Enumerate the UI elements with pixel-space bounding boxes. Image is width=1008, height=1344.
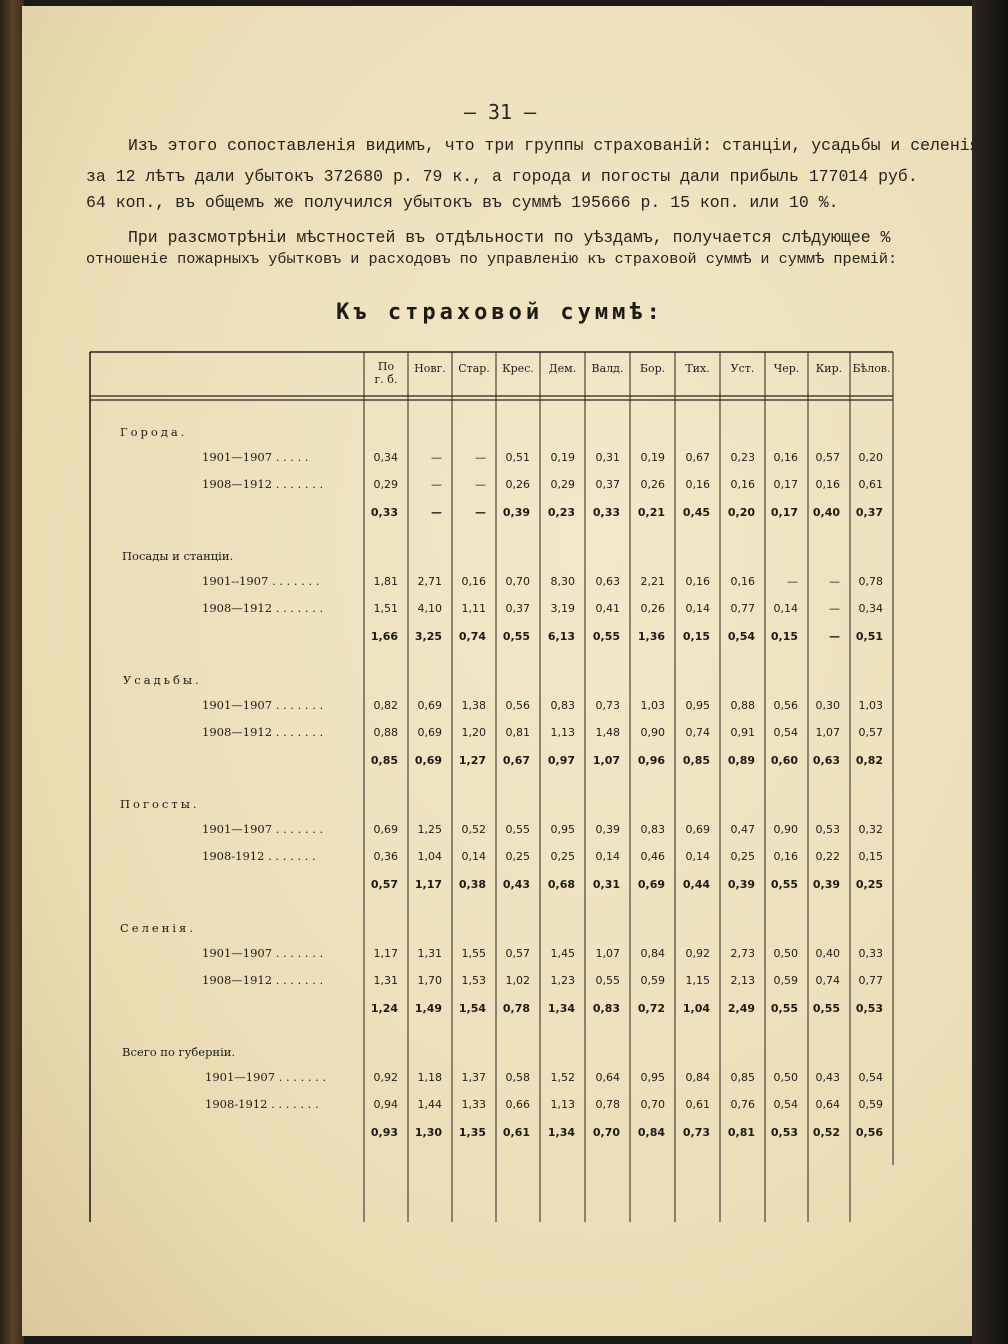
table-cell: 0,22 [815,850,840,863]
table-cell: 0,81 [505,726,530,739]
table-cell: 0,43 [815,1071,840,1084]
table-cell: 0,56 [773,699,798,712]
total-cell: 1,34 [547,1002,575,1015]
row-label: 1908—1912 . . . . . . . [202,725,324,739]
table-cell: 1,04 [417,850,442,863]
table-cell: 0,16 [773,451,798,464]
table-cell: 1,70 [417,974,442,987]
total-cell: 1,04 [682,1002,710,1015]
table-cell: 0,70 [640,1098,665,1111]
table-cell: 0,69 [373,823,398,836]
table-cell: 1,44 [417,1098,442,1111]
total-cell: 0,44 [682,878,710,891]
table-cell: 0,83 [550,699,575,712]
total-cell: 0,82 [855,754,883,767]
table-cell: 0,91 [730,726,755,739]
table-cell: 0,59 [773,974,798,987]
column-header: Чер. [773,362,800,375]
column-header: По [377,360,395,373]
table-cell: 1,03 [640,699,665,712]
table-cell: 1,55 [461,947,486,960]
total-cell: 0,23 [547,506,575,519]
total-cell: 0,55 [812,1002,840,1015]
total-cell: 0,54 [727,630,755,643]
row-label: 1901—1907 . . . . . [202,450,309,464]
total-cell: 0,63 [812,754,840,767]
table-cell: 1,48 [595,726,620,739]
table-cell: 0,88 [730,699,755,712]
table-cell: 0,41 [595,602,620,615]
table-cell: 0,50 [773,947,798,960]
total-cell: 0,39 [502,506,530,519]
table-cell: 0,25 [550,850,575,863]
table-cell: 0,63 [595,575,620,588]
row-label: 1901—1907 . . . . . . . [202,822,324,836]
row-label: 1901--1907 . . . . . . . [202,574,320,588]
table-cell: 8,30 [550,575,575,588]
total-cell: 0,60 [770,754,798,767]
table-cell: 1,31 [417,947,442,960]
table-cell: 0,34 [373,451,398,464]
table-cell: 0,54 [858,1071,883,1084]
table-cell: 0,19 [640,451,665,464]
total-cell: 0,67 [502,754,530,767]
row-label: 1908—1912 . . . . . . . [202,601,324,615]
total-cell: 0,21 [637,506,665,519]
total-cell: 0,97 [547,754,575,767]
table-cell: 0,53 [815,823,840,836]
table-cell: 1,20 [461,726,486,739]
total-cell: 1,24 [370,1002,398,1015]
table-cell: 4,10 [417,602,442,615]
table-cell: 0,39 [595,823,620,836]
table-cell: 3,19 [550,602,575,615]
table-cell: 0,26 [505,478,530,491]
column-header: Стар. [458,362,490,375]
total-cell: 1,34 [547,1126,575,1139]
total-cell: 0,74 [458,630,486,643]
table-cell: 1,45 [550,947,575,960]
total-cell: 0,33 [370,506,398,519]
table-cell: 0,25 [730,850,755,863]
table-cell: 0,74 [685,726,710,739]
table-cell: 0,64 [595,1071,620,1084]
table-cell: 1,51 [373,602,398,615]
group-label: Посады и станціи. [122,549,234,563]
table-cell: 0,14 [685,850,710,863]
column-header: Кир. [815,362,843,375]
table-cell: 0,54 [773,726,798,739]
table-cell: 0,40 [815,947,840,960]
table-cell: 0,95 [685,699,710,712]
table-cell: 0,52 [461,823,486,836]
table-cell: 0,19 [550,451,575,464]
table-cell: 1,18 [417,1071,442,1084]
table-cell: 0,15 [858,850,883,863]
total-cell: 1,27 [458,754,486,767]
total-cell: 0,73 [682,1126,710,1139]
table-cell: 0,95 [640,1071,665,1084]
table-cell: 0,90 [640,726,665,739]
group-label: Всего по губерніи. [122,1045,236,1059]
total-cell: 0,78 [502,1002,530,1015]
table-cell: — [829,575,840,588]
total-cell: — [475,506,486,519]
total-cell: 1,35 [458,1126,486,1139]
table-cell: 0,59 [640,974,665,987]
table-cell: 1,81 [373,575,398,588]
table-cell: 0,16 [773,850,798,863]
table-cell: 0,30 [815,699,840,712]
table-cell: 1,37 [461,1071,486,1084]
table-heading: Къ страховой суммѣ: [336,300,664,325]
column-header: Валд. [591,362,624,375]
column-header: Бор. [639,362,666,375]
table-cell: 0,14 [685,602,710,615]
total-cell: 0,55 [770,1002,798,1015]
table-cell: 1,53 [461,974,486,987]
table-cell: 0,55 [595,974,620,987]
table-cell: 0,69 [685,823,710,836]
table-cell: 0,31 [595,451,620,464]
table-cell: 1,17 [373,947,398,960]
table-cell: 1,13 [550,726,575,739]
total-cell: 0,25 [855,878,883,891]
table-cell: 2,73 [730,947,755,960]
table-cell: 1,02 [505,974,530,987]
total-cell: 0,56 [855,1126,883,1139]
paragraph-2-line-2: отношеніе пожарныхъ убытковъ и расходовъ по управленію къ страховой суммѣ и суммѣ премій: [86,250,898,268]
total-cell: 1,17 [414,878,442,891]
table-cell: 0,57 [505,947,530,960]
table-cell: 0,84 [640,947,665,960]
total-cell: 0,53 [770,1126,798,1139]
table-cell: — [431,451,442,464]
row-label: 1908—1912 . . . . . . . [202,477,324,491]
total-cell: 1,30 [414,1126,442,1139]
total-cell: 0,37 [855,506,883,519]
table-cell: 0,20 [858,451,883,464]
total-cell: 0,52 [812,1126,840,1139]
table-cell: 0,64 [815,1098,840,1111]
total-cell: 0,33 [592,506,620,519]
table-cell: 0,76 [730,1098,755,1111]
row-label: 1908-1912 . . . . . . . [202,849,316,863]
table-cell: 1,13 [550,1098,575,1111]
table-cell: — [829,602,840,615]
table-cell: 0,26 [640,602,665,615]
total-cell: 1,54 [458,1002,486,1015]
table-cell: 0,54 [773,1098,798,1111]
row-label: 1908-1912 . . . . . . . [205,1097,319,1111]
total-cell: 1,49 [414,1002,442,1015]
group-label: Города. [120,425,188,439]
table-cell: 0,55 [505,823,530,836]
table-cell: 1,15 [685,974,710,987]
total-cell: 1,07 [592,754,620,767]
table-cell: 0,78 [858,575,883,588]
table-cell: 0,61 [685,1098,710,1111]
row-label: 1901—1907 . . . . . . . [202,698,324,712]
total-cell: 0,53 [855,1002,883,1015]
table-cell: 0,58 [505,1071,530,1084]
table-cell: 0,92 [373,1071,398,1084]
total-cell: 0,15 [770,630,798,643]
table-cell: 0,29 [373,478,398,491]
total-cell: 0,89 [727,754,755,767]
total-cell: 1,36 [637,630,665,643]
table-cell: 0,32 [858,823,883,836]
table-cell: 0,84 [685,1071,710,1084]
total-cell: 6,13 [547,630,575,643]
paragraph-1-line-1: Изъ этого сопоставленія видимъ, что три группы страхованій: станціи, усадьбы и селенія [128,136,980,155]
table-cell: 0,73 [595,699,620,712]
column-header: Дем. [548,362,577,375]
table-cell: 0,92 [685,947,710,960]
table-cell: 0,77 [858,974,883,987]
table-cell: 0,66 [505,1098,530,1111]
column-header: г. б. [374,373,398,386]
column-header: Бѣлов. [852,362,891,375]
table-cell: 0,14 [595,850,620,863]
table-cell: 0,36 [373,850,398,863]
total-cell: 0,51 [855,630,883,643]
total-cell: 0,70 [592,1126,620,1139]
total-cell: 0,83 [592,1002,620,1015]
total-cell: — [829,630,840,643]
total-cell: 0,57 [370,878,398,891]
table-cell: 0,57 [858,726,883,739]
total-cell: 3,25 [414,630,442,643]
table-cell: 0,16 [461,575,486,588]
total-cell: 0,31 [592,878,620,891]
table-cell: 0,29 [550,478,575,491]
table-cell: 0,37 [595,478,620,491]
total-cell: 0,15 [682,630,710,643]
table-cell: 0,88 [373,726,398,739]
table-cell: 0,56 [505,699,530,712]
table-cell: 2,21 [640,575,665,588]
total-cell: 0,55 [592,630,620,643]
total-cell: 0,85 [370,754,398,767]
table-cell: 1,52 [550,1071,575,1084]
table-cell: 0,47 [730,823,755,836]
table-cell: 0,14 [461,850,486,863]
paragraph-2-line-1: При разсмотрѣніи мѣстностей въ отдѣльности по уѣздамъ, получается слѣдующее % [128,228,891,247]
table-cell: 0,95 [550,823,575,836]
table-cell: 0,57 [815,451,840,464]
table-cell: 1,33 [461,1098,486,1111]
table-cell: 1,23 [550,974,575,987]
total-cell: 0,55 [502,630,530,643]
table-cell: 1,25 [417,823,442,836]
table-cell: 0,26 [640,478,665,491]
table-cell: 0,83 [640,823,665,836]
total-cell: 0,55 [770,878,798,891]
table-cell: 0,50 [773,1071,798,1084]
table-cell: 0,51 [505,451,530,464]
table-cell: 0,16 [730,478,755,491]
table-cell: 2,13 [730,974,755,987]
group-label: Усадьбы. [123,673,202,687]
table-cell: 1,11 [461,602,486,615]
table-cell: 0,74 [815,974,840,987]
total-cell: 0,38 [458,878,486,891]
table-cell: 1,07 [815,726,840,739]
total-cell: 0,85 [682,754,710,767]
table-cell: 0,23 [730,451,755,464]
total-cell: 0,69 [637,878,665,891]
group-label: Селенія. [120,921,196,935]
table-cell: 0,16 [730,575,755,588]
total-cell: 1,66 [370,630,398,643]
row-label: 1908—1912 . . . . . . . [202,973,324,987]
table-cell: 0,16 [685,478,710,491]
paragraph-1-line-3: 64 коп., въ общемъ же получился убытокъ въ суммѣ 195666 р. 15 коп. или 10 %. [86,193,839,212]
total-cell: — [431,506,442,519]
table-cell: 0,17 [773,478,798,491]
column-header: Крес. [502,362,534,375]
table-cell: 0,37 [505,602,530,615]
column-header: Уст. [730,362,755,375]
table-cell: 2,71 [417,575,442,588]
paragraph-1-line-2: за 12 лѣтъ дали убытокъ 372680 р. 79 к., а города и погосты дали прибыль 177014 руб. [86,167,918,186]
total-cell: 2,49 [727,1002,755,1015]
table-cell: 0,69 [417,726,442,739]
total-cell: 0,40 [812,506,840,519]
column-header: Новг. [414,362,446,375]
table-cell: 0,25 [505,850,530,863]
column-header: Тих. [685,362,710,375]
table-cell: 0,59 [858,1098,883,1111]
total-cell: 0,45 [682,506,710,519]
table-cell: 0,46 [640,850,665,863]
table-cell: 0,70 [505,575,530,588]
total-cell: 0,20 [727,506,755,519]
table-cell: 0,90 [773,823,798,836]
table-cell: — [475,451,486,464]
total-cell: 0,72 [637,1002,665,1015]
table-cell: 0,82 [373,699,398,712]
total-cell: 0,96 [637,754,665,767]
row-label: 1901—1907 . . . . . . . [202,946,324,960]
table-cell: 0,77 [730,602,755,615]
table-cell: — [431,478,442,491]
total-cell: 0,69 [414,754,442,767]
table-cell: — [787,575,798,588]
table-cell: — [475,478,486,491]
table-cell: 0,34 [858,602,883,615]
table-cell: 0,69 [417,699,442,712]
table-cell: 0,16 [815,478,840,491]
row-label: 1901—1907 . . . . . . . [205,1070,327,1084]
total-cell: 0,81 [727,1126,755,1139]
table-cell: 0,33 [858,947,883,960]
table-cell: 0,94 [373,1098,398,1111]
total-cell: 0,68 [547,878,575,891]
table-cell: 0,16 [685,575,710,588]
total-cell: 0,43 [502,878,530,891]
table-cell: 0,67 [685,451,710,464]
table-cell: 1,38 [461,699,486,712]
total-cell: 0,93 [370,1126,398,1139]
total-cell: 0,17 [770,506,798,519]
table-cell: 0,61 [858,478,883,491]
total-cell: 0,84 [637,1126,665,1139]
total-cell: 0,39 [812,878,840,891]
total-cell: 0,61 [502,1126,530,1139]
table-cell: 1,31 [373,974,398,987]
table-cell: 0,14 [773,602,798,615]
table-cell: 1,07 [595,947,620,960]
table-cell: 0,85 [730,1071,755,1084]
group-label: Погосты. [120,797,200,811]
total-cell: 0,39 [727,878,755,891]
table-cell: 1,03 [858,699,883,712]
table-cell: 0,78 [595,1098,620,1111]
page-number: — 31 — [463,100,537,124]
